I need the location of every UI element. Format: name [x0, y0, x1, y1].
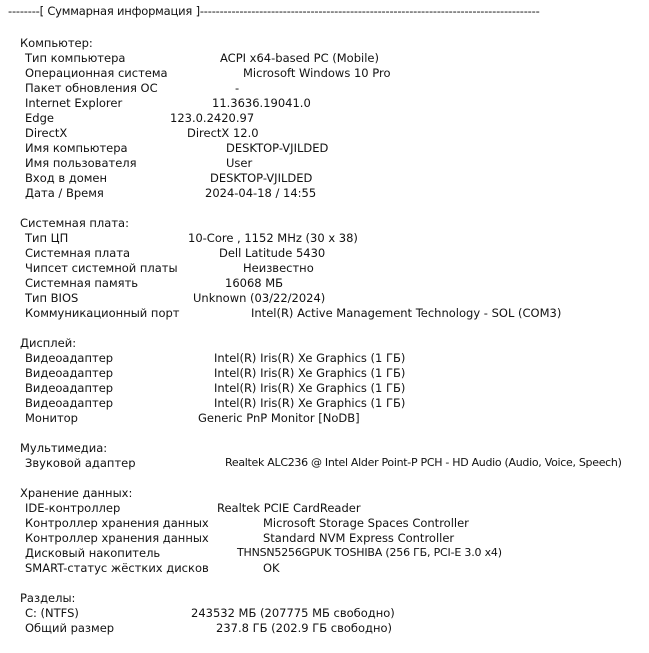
row-value: 123.0.2420.97 — [170, 111, 255, 125]
row-label: Видеоадаптер — [25, 396, 114, 410]
section-partitions-title: Разделы: — [20, 591, 76, 605]
row-label: Имя пользователя — [25, 156, 137, 170]
row-value: Intel(R) Iris(R) Xe Graphics (1 ГБ) — [214, 381, 406, 395]
row-value: Generic PnP Monitor [NoDB] — [198, 411, 360, 425]
row-value: OK — [263, 561, 280, 575]
row-label: Общий размер — [25, 621, 115, 635]
section-computer-title: Компьютер: — [20, 36, 93, 50]
row-value: Неизвестно — [243, 261, 314, 275]
section-display-title: Дисплей: — [20, 336, 77, 350]
row-value: Unknown (03/22/2024) — [193, 291, 326, 305]
row-value: ACPI x64-based PC (Mobile) — [220, 51, 379, 65]
row-label: Пакет обновления ОС — [25, 81, 158, 95]
row-value: 10-Core , 1152 MHz (30 x 38) — [188, 231, 358, 245]
row-label: Тип BIOS — [25, 291, 79, 305]
row-label: Операционная система — [25, 66, 168, 80]
row-label: Дата / Время — [25, 186, 104, 200]
row-value: Realtek PCIE CardReader — [217, 501, 361, 515]
row-value: THNSN5256GPUK TOSHIBA (256 ГБ, PCI-E 3.0 x4) — [237, 546, 502, 559]
row-label: Internet Explorer — [25, 96, 123, 110]
row-value: Dell Latitude 5430 — [219, 246, 326, 260]
row-label: Контроллер хранения данных — [25, 516, 209, 530]
row-value: Intel(R) Iris(R) Xe Graphics (1 ГБ) — [214, 351, 406, 365]
row-value: Standard NVM Express Controller — [263, 531, 455, 545]
row-label: IDE-контроллер — [25, 501, 121, 515]
row-label: Видеоадаптер — [25, 381, 114, 395]
row-label: Имя компьютера — [25, 141, 128, 155]
row-label: Монитор — [25, 411, 78, 425]
row-value: 237.8 ГБ (202.9 ГБ свободно) — [216, 621, 393, 635]
row-label: Коммуникационный порт — [25, 306, 180, 320]
row-label: Тип компьютера — [25, 51, 126, 65]
row-label: Edge — [25, 111, 54, 125]
row-value: 11.3636.19041.0 — [212, 96, 311, 110]
report-header: --------[ Суммарная информация ]-------------------------------------------------------------------------------------- — [8, 4, 540, 18]
row-value: Intel(R) Iris(R) Xe Graphics (1 ГБ) — [214, 396, 406, 410]
row-value: Microsoft Windows 10 Pro — [243, 66, 391, 80]
row-label: SMART-статус жёстких дисков — [25, 561, 209, 575]
row-value: Intel(R) Iris(R) Xe Graphics (1 ГБ) — [214, 366, 406, 380]
row-value: 243532 МБ (207775 МБ свободно) — [191, 606, 395, 620]
row-label: Системная память — [25, 276, 139, 290]
row-value: 16068 МБ — [225, 276, 284, 290]
row-value: - — [235, 81, 240, 95]
row-label: Дисковый накопитель — [25, 546, 161, 560]
row-label: Системная плата — [25, 246, 131, 260]
section-multimedia-title: Мультимедиа: — [20, 441, 108, 455]
row-label: Контроллер хранения данных — [25, 531, 209, 545]
row-value: Intel(R) Active Management Technology - SOL (COM3) — [251, 306, 562, 320]
row-label: Видеоадаптер — [25, 351, 114, 365]
row-label: Тип ЦП — [25, 231, 69, 245]
row-value: 2024-04-18 / 14:55 — [205, 186, 317, 200]
row-label: Чипсет системной платы — [25, 261, 178, 275]
row-label: Вход в домен — [25, 171, 108, 185]
section-motherboard-title: Системная плата: — [20, 216, 129, 230]
row-value: DESKTOP-VJILDED — [226, 141, 329, 155]
row-value: DirectX 12.0 — [187, 126, 259, 140]
row-label: C: (NTFS) — [25, 606, 79, 620]
row-value: Microsoft Storage Spaces Controller — [263, 516, 469, 530]
section-storage-title: Хранение данных: — [20, 486, 133, 500]
row-label: DirectX — [25, 126, 68, 140]
row-label: Видеоадаптер — [25, 366, 114, 380]
row-label: Звуковой адаптер — [25, 456, 136, 470]
row-value: Realtek ALC236 @ Intel Alder Point-P PCH - HD Audio (Audio, Voice, Speech) — [225, 456, 622, 469]
row-value: User — [226, 156, 253, 170]
row-value: DESKTOP-VJILDED — [210, 171, 313, 185]
